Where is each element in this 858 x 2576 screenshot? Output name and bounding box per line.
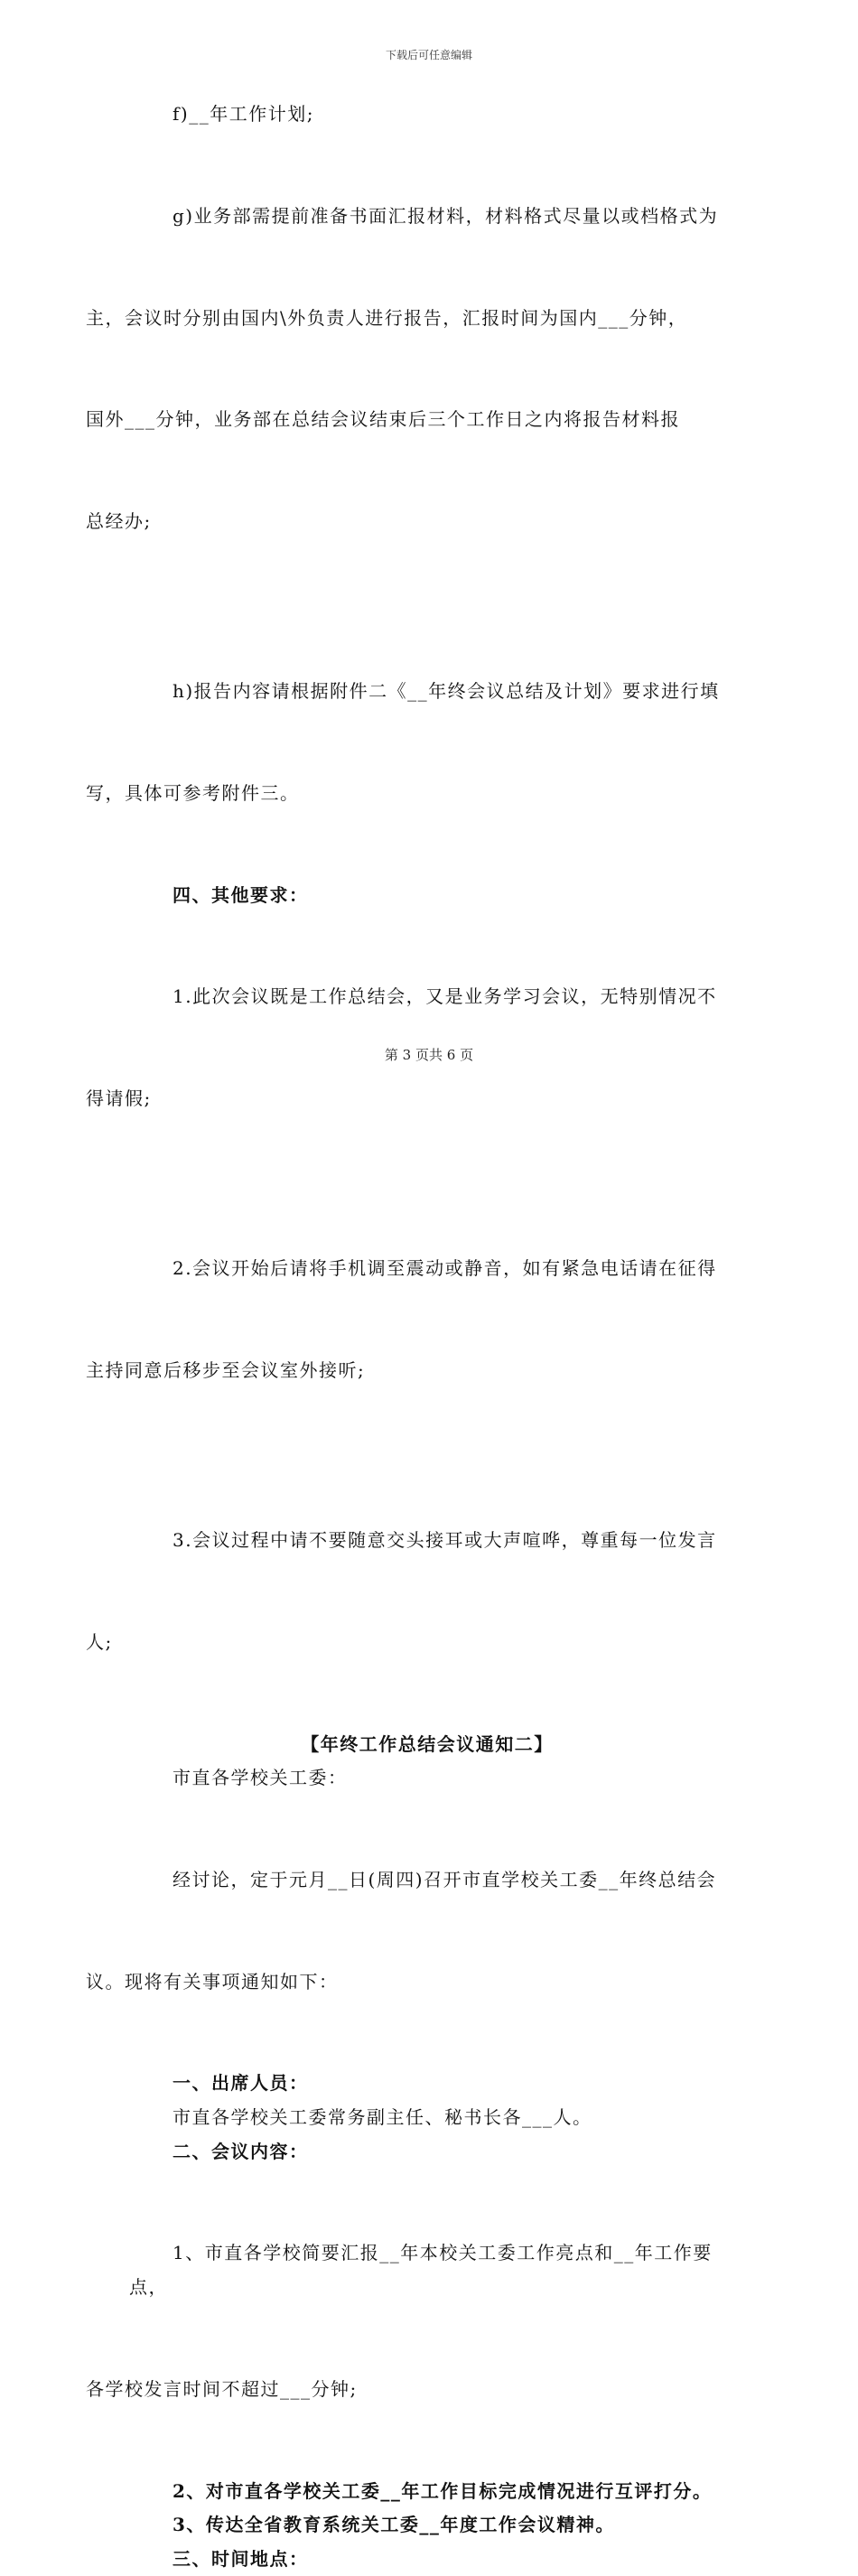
content-item-3: 3、传达全省教育系统关工委__年度工作会议精神。 bbox=[173, 2514, 615, 2536]
paragraph-h bbox=[86, 607, 725, 879]
requirement-item-2-line-1: 2.会议开始后请将手机调至震动或静音，如有紧急电话请在征得 bbox=[173, 1257, 717, 1280]
content-item-1-line-1: 1、市直各学校简要汇报__年本校关工委工作亮点和__年工作要点， bbox=[129, 2242, 713, 2298]
section-heading-3: 三、时间地点： bbox=[173, 2547, 309, 2570]
document-body bbox=[86, 98, 725, 2576]
paragraph-g bbox=[86, 132, 725, 607]
content-item-2: 2、对市直各学校关工委__年工作目标完成情况进行互评打分。 bbox=[173, 2479, 713, 2502]
intro-paragraph bbox=[86, 1796, 725, 2067]
requirement-item-1-line-2: 得请假; bbox=[86, 1087, 152, 1110]
paragraph-g-line-3: 国外___分钟，业务部在总结会议结束后三个工作日之内将报告材料报 bbox=[86, 408, 680, 431]
requirement-item-3-line-1: 3.会议过程中请不要随意交头接耳或大声喧哗，尊重每一位发言 bbox=[173, 1528, 717, 1551]
requirement-item-1-line-1: 1.此次会议既是工作总结会，又是业务学习会议，无特别情况不 bbox=[173, 985, 717, 1008]
paragraph-g-line-1: g)业务部需提前准备书面汇报材料，材料格式尽量以或档格式为 bbox=[173, 204, 719, 227]
intro-line-2: 议。现将有关事项通知如下： bbox=[86, 1970, 339, 1993]
section-heading-1: 一、出席人员： bbox=[173, 2072, 309, 2095]
requirement-item-2-line-2: 主持同意后移步至会议室外接听; bbox=[86, 1358, 366, 1381]
intro-line-1: 经讨论，定于元月__日(周四)召开市直学校关工委__年终总结会 bbox=[173, 1868, 717, 1890]
paragraph-g-line-4: 总经办; bbox=[86, 510, 152, 533]
content-item-1-line-2: 各学校发言时间不超过___分钟; bbox=[86, 2377, 358, 2400]
paragraph-g-line-2: 主，会议时分别由国内\外负责人进行报告，汇报时间为国内___分钟， bbox=[86, 306, 688, 329]
paragraph-f: f)__年工作计划; bbox=[173, 103, 314, 125]
content-item-1 bbox=[86, 2169, 725, 2474]
notice-title: 【年终工作总结会议通知二】 bbox=[301, 1732, 554, 1755]
paragraph-h-line-1: h)报告内容请根据附件二《__年终会议总结及计划》要求进行填 bbox=[173, 680, 720, 703]
page-header: 下载后可任意编辑 bbox=[385, 49, 472, 61]
requirement-item-3-line-2: 人; bbox=[86, 1630, 113, 1653]
paragraph-h-line-2: 写，具体可参考附件三。 bbox=[86, 781, 300, 804]
addressee: 市直各学校关工委： bbox=[173, 1767, 348, 1789]
page-footer: 第 3 页共 6 页 bbox=[384, 1047, 474, 1063]
requirement-item-3 bbox=[86, 1456, 725, 1728]
section-heading-4: 四、其他要求： bbox=[173, 883, 309, 906]
section-heading-2: 二、会议内容： bbox=[173, 2140, 309, 2162]
attendees-paragraph: 市直各学校关工委常务副主任、秘书长各___人。 bbox=[173, 2106, 592, 2129]
requirement-item-2 bbox=[86, 1184, 725, 1456]
